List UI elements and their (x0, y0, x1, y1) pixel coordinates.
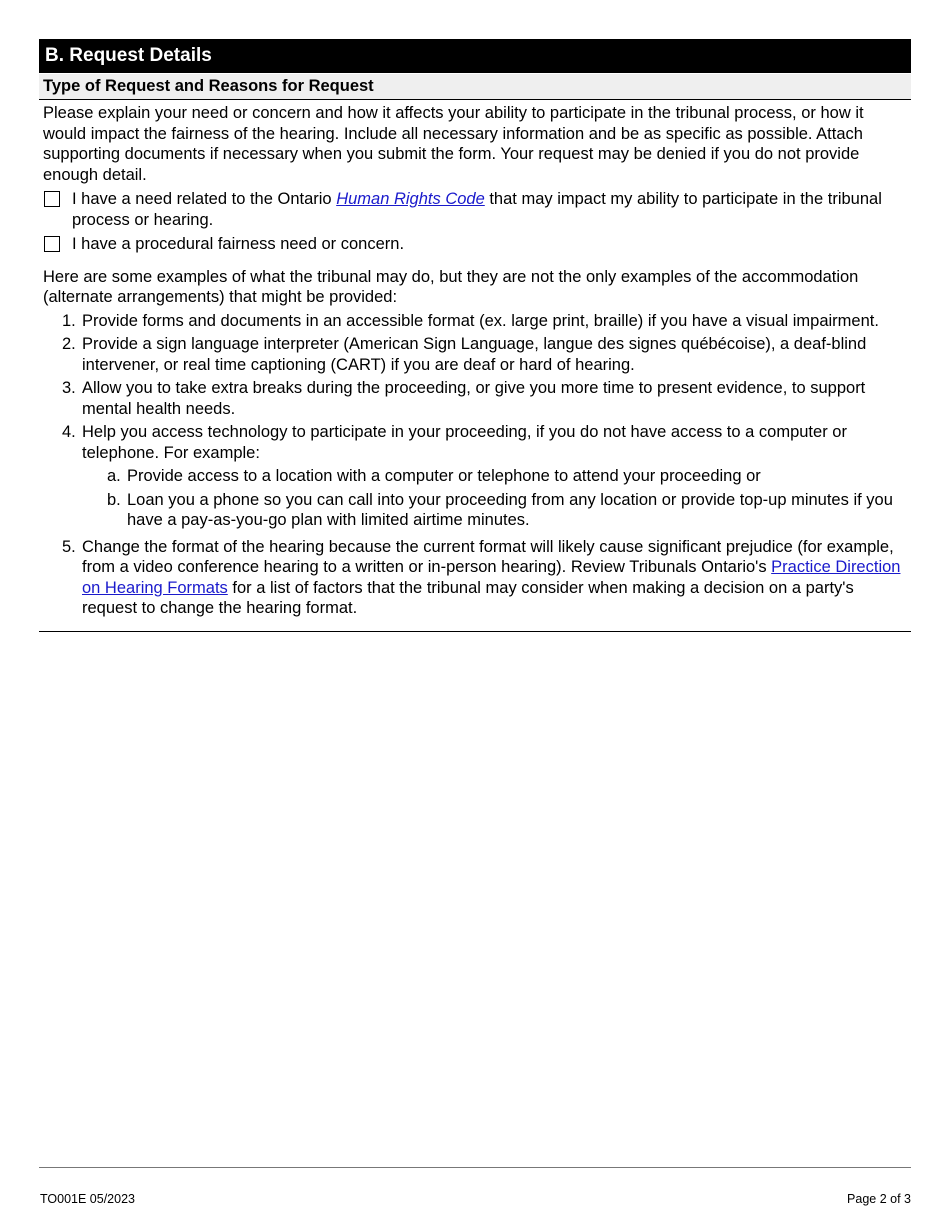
page-number: Page 2 of 3 (847, 1192, 911, 1206)
footer-divider (39, 1167, 911, 1168)
list-item: 4. Help you access technology to participate in your proceeding, if you do not have access to a computer or telephone. For example: a. Provide access to a location with a computer or telephone to attend your proceeding or b. Loan you a phone so you can call into your proceeding from any location or provide top-up minutes if you have a pay-as-you-go plan with limited airtime minutes. (43, 422, 911, 534)
list-item: 3. Allow you to take extra breaks during the proceeding, or give you more time to present evidence, to support mental health needs. (62, 379, 866, 418)
subheading: Type of Request and Reasons for Request (39, 74, 911, 100)
human-rights-label: I have a need related to the Ontario Human Rights Code that may impact my ability to participate in the tribunal process or hearing. (72, 190, 882, 229)
checkbox-row-procedural-fairness (43, 234, 911, 255)
human-rights-code-link[interactable]: Human Rights Code (336, 190, 485, 208)
examples-intro: Here are some examples of what the tribunal may do, but they are not the only examples of the accommodation (alternate arrangements) that might be provided: (43, 267, 859, 306)
section-end-divider (39, 631, 911, 632)
form-code: TO001E 05/2023 (40, 1192, 135, 1206)
human-rights-checkbox[interactable] (44, 191, 60, 207)
list-item: 5. Change the format of the hearing because the current format will likely cause significant prejudice (for example, from a video conference hearing to a written or in-person hearing). Review Tribunals Ontario's Practice Direction on Hearing Formats for a list of factors that the tribunal may consider when making a decision on a party's request to change the hearing format. (62, 537, 901, 617)
technology-sublist (82, 466, 911, 531)
sub-list-item: b. Loan you a phone so you can call into your proceeding from any location or provide top-up minutes if you have a pay-as-you-go plan with limited airtime minutes. (107, 490, 893, 529)
procedural-fairness-checkbox[interactable] (44, 236, 60, 252)
list-item: 2. Provide a sign language interpreter (American Sign Language, langue des signes québécoise), a deaf-blind intervener, or real time captioning (CART) if you are deaf or hard of hearing. (62, 335, 867, 374)
intro-text: Please explain your need or concern and how it affects your ability to participate in the tribunal process, or how it would impact the fairness of the hearing. Include all necessary information and be as specific as possible. Attach supporting documents if necessary when you submit the form. Your request may be denied if you do not provide enough detail. (43, 104, 864, 184)
examples-list (43, 311, 911, 619)
checkbox-row-human-rights (43, 189, 911, 230)
form-content (43, 103, 911, 622)
procedural-fairness-label: I have a procedural fairness need or concern. (72, 235, 405, 253)
practice-direction-link[interactable]: Practice Direction on Hearing Formats (82, 558, 901, 597)
sub-list-item: a. Provide access to a location with a computer or telephone to attend your proceeding or (107, 467, 761, 485)
list-item: 1. Provide forms and documents in an accessible format (ex. large print, braille) if you have a visual impairment. (62, 311, 879, 330)
section-title: B. Request Details (39, 39, 911, 73)
